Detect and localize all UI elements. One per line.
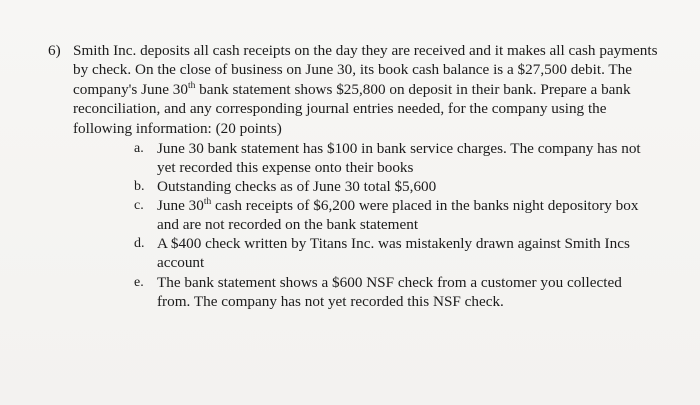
item-list (48, 139, 658, 311)
question-intro (73, 41, 658, 138)
question-intro-part-2: bank statement shows $25,800 on deposit in their bank. Prepare a bank reconciliation, and any corresponding journal entries needed, for the company using the following information: (20 points) (73, 80, 631, 137)
item-text: The bank statement shows a $600 NSF check from a customer you collected from. The company has not yet recorded this NSF check. (157, 274, 622, 311)
item-letter: b. (134, 179, 145, 195)
item-letter: c. (134, 198, 144, 214)
item-letter: e. (134, 275, 144, 291)
item-text-part-1: June 30 (157, 197, 204, 215)
list-item (134, 234, 658, 272)
list-item (134, 273, 658, 311)
question-number: 6) (48, 42, 61, 59)
ordinal-suffix: th (187, 80, 196, 91)
question-6 (48, 41, 658, 311)
list-item (134, 196, 658, 234)
item-text: June 30 bank statement has $100 in bank service charges. The company has not yet recorded this expense onto their books (157, 140, 641, 177)
ordinal-suffix: th (203, 197, 212, 208)
item-text (155, 196, 658, 234)
item-letter: a. (134, 141, 144, 157)
question-intro-part-1: Smith Inc. deposits all cash receipts on the day they are received and it makes all cash payments by check. On the close of business on June 30, its book cash balance is a $27,500 debit. The company's June 30 (73, 42, 658, 98)
list-item (134, 177, 658, 196)
list-item (134, 139, 658, 177)
item-text-part-2: cash receipts of $6,200 were placed in the banks night depository box and are not recorded on the bank statement (157, 197, 639, 234)
item-letter: d. (134, 236, 145, 252)
question-stem (48, 41, 658, 138)
item-text: A $400 check written by Titans Inc. was mistakenly drawn against Smith Incs account (157, 235, 630, 272)
item-text: Outstanding checks as of June 30 total $5,600 (157, 178, 437, 196)
